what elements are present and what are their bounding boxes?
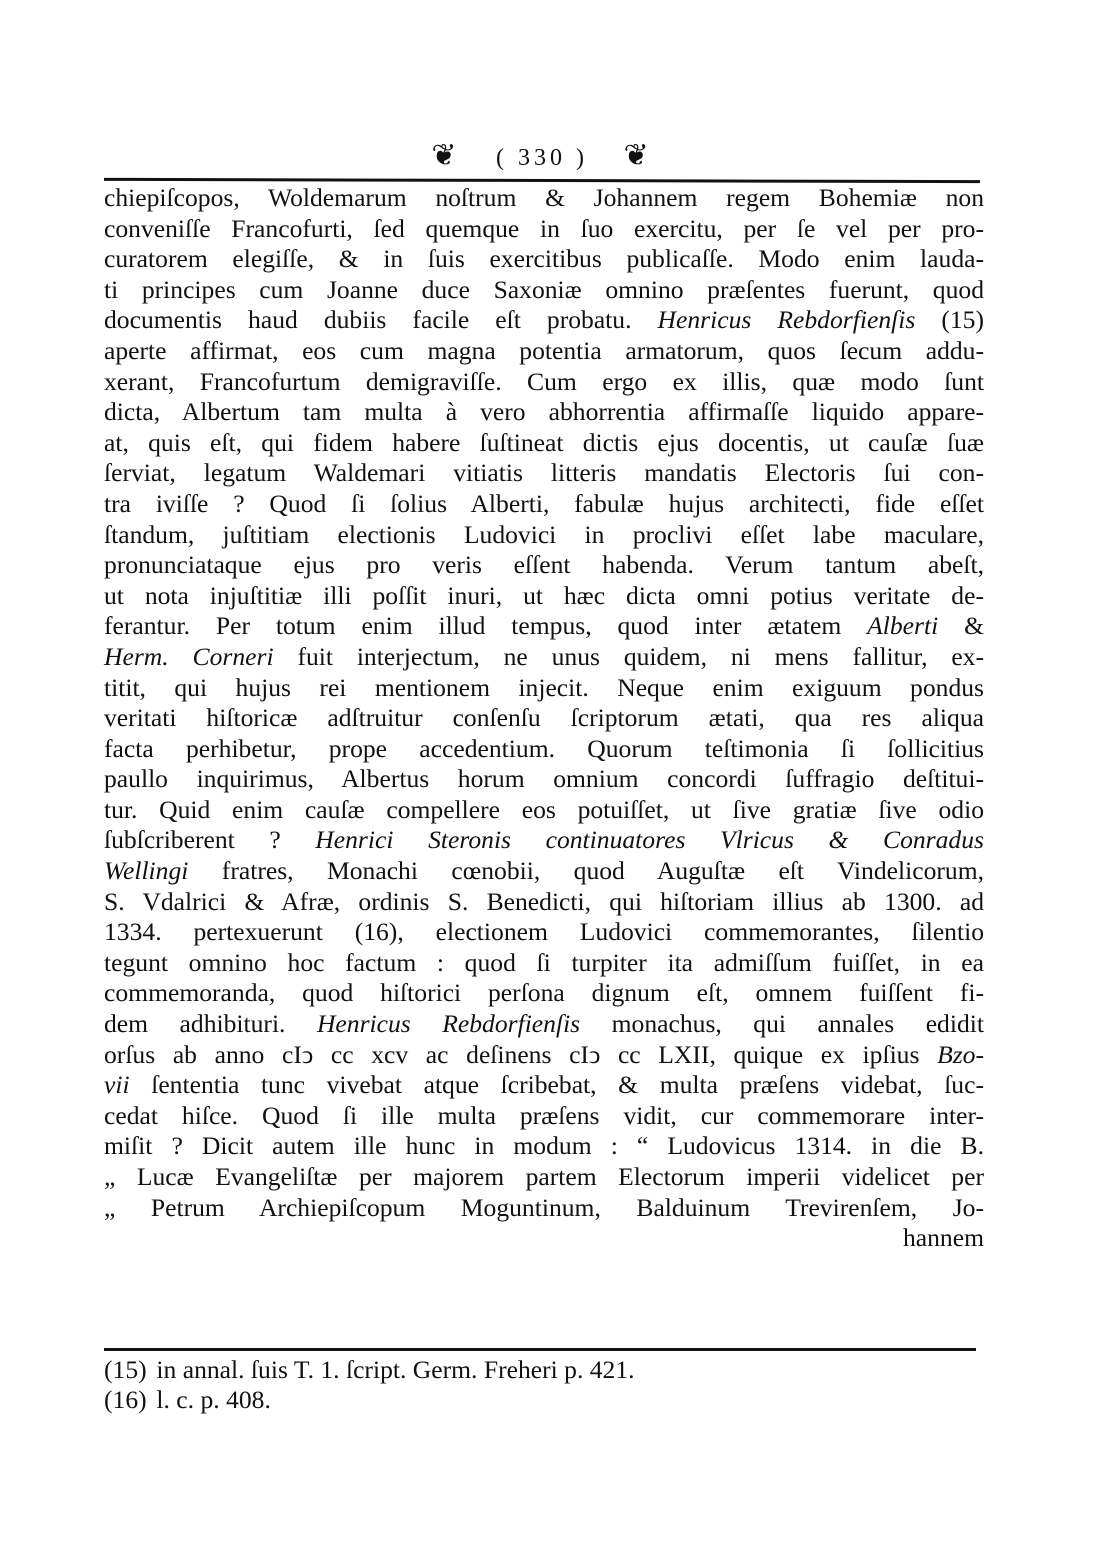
text-segment: pronunciataque ejus pro veris eſſent habenda. Verum tantum abeſt, bbox=[104, 550, 984, 580]
text-line bbox=[104, 428, 984, 459]
text-line bbox=[104, 917, 984, 948]
text-segment: „ Petrum Archiepiſcopum Moguntinum, Balduinum Trevirenſem, Jo- bbox=[104, 1192, 984, 1222]
text-segment: paullo inquirimus, Albertus horum omnium concordi ſuffragio deſtitui- bbox=[104, 764, 984, 794]
text-line bbox=[104, 520, 984, 551]
text-segment: documentis haud dubiis facile eſt probatu. bbox=[104, 305, 658, 335]
text-line bbox=[104, 458, 984, 489]
italic-segment: Bzo- bbox=[937, 1039, 984, 1069]
footnote-text: l. c. p. 408. bbox=[150, 1385, 271, 1414]
text-line bbox=[104, 764, 984, 795]
text-line bbox=[104, 1162, 984, 1193]
text-line bbox=[104, 183, 984, 214]
text-line bbox=[104, 275, 984, 306]
text-line bbox=[104, 581, 984, 612]
text-segment: dicta, Albertum tam multa à vero abhorrentia affirmaſſe liquido appare- bbox=[104, 397, 984, 427]
text-line bbox=[104, 734, 984, 765]
text-line bbox=[104, 856, 984, 887]
fleuron-right-icon: ❦ bbox=[623, 139, 653, 172]
text-line bbox=[104, 367, 984, 398]
text-segment: tegunt omnino hoc factum : quod ſi turpiter ita admiſſum fuiſſet, in ea bbox=[104, 947, 984, 977]
text-line bbox=[104, 887, 984, 918]
text-segment: ſententia tunc vivebat atque ſcribebat, & multa præſens videbat, ſuc- bbox=[129, 1070, 984, 1100]
italic-segment: Henricus Rebdorfienſis bbox=[657, 305, 916, 335]
text-segment: ferantur. Per totum enim illud tempus, quod inter ætatem bbox=[104, 611, 868, 641]
fleuron-left-icon: ❦ bbox=[431, 139, 461, 172]
text-line bbox=[104, 305, 984, 336]
text-segment: & bbox=[938, 611, 984, 641]
text-segment: fuit interjectum, ne unus quidem, ni mens fallitur, ex- bbox=[273, 641, 984, 671]
text-segment: tur. Quid enim cauſæ compellere eos potuiſſet, ut ſive gratiæ ſive odio bbox=[104, 794, 984, 824]
italic-segment: vii bbox=[104, 1070, 130, 1100]
text-line bbox=[104, 948, 984, 979]
text-segment: ſtandum, juſtitiam electionis Ludovici in proclivi eſſet labe maculare, bbox=[104, 519, 984, 549]
text-segment: „ Lucæ Evangeliſtæ per majorem partem Electorum imperii videlicet per bbox=[104, 1162, 984, 1191]
text-segment: commemoranda, quod hiſtorici perſona dignum eſt, omnem fuiſſent fi- bbox=[104, 978, 984, 1008]
text-segment: miſit ? Dicit autem ille hunc in modum : “ Ludovicus 1314. in die B. bbox=[104, 1131, 984, 1161]
footnote-number: (15) bbox=[104, 1355, 147, 1384]
text-segment: ſubſcriberent ? bbox=[104, 825, 316, 855]
catchword: hannem bbox=[902, 1223, 984, 1253]
footnotes bbox=[104, 1355, 904, 1415]
italic-segment: Henrici Steronis continuatores Vlricus & Conradus bbox=[315, 825, 984, 855]
text-line bbox=[104, 611, 984, 642]
text-segment: curatorem elegiſſe, & in ſuis exercitibus publicaſſe. Modo enim lauda- bbox=[104, 244, 984, 274]
text-segment: ſerviat, legatum Waldemari vitiatis litteris mandatis Electoris ſui con- bbox=[104, 458, 984, 488]
page-number: ( 330 ) bbox=[496, 145, 588, 171]
italic-segment: Henricus Rebdorfienſis bbox=[316, 1009, 581, 1039]
text-line bbox=[104, 795, 984, 826]
text-segment: xerant, Francofurtum demigraviſſe. Cum ergo ex illis, quæ modo ſunt bbox=[104, 366, 984, 396]
text-segment: (15) bbox=[915, 305, 984, 335]
text-segment: ut nota injuſtitiæ illi poſſit inuri, ut hæc dicta omni potius veritate de- bbox=[104, 580, 984, 610]
text-segment: S. Vdalrici & Afræ, ordinis S. Benedicti, qui hiſtoriam illius ab 1300. ad bbox=[104, 886, 984, 916]
text-segment: 1334. pertexuerunt (16), electionem Ludovici commemorantes, ſilentio bbox=[104, 917, 984, 947]
text-segment: tra iviſſe ? Quod ſi ſolius Alberti, fabulæ hujus architecti, fide eſſet bbox=[104, 488, 984, 518]
text-segment: titit, qui hujus rei mentionem injecit. Neque enim exiguum pondus bbox=[104, 672, 984, 702]
text-line bbox=[104, 1040, 984, 1071]
italic-segment: Herm. Corneri bbox=[104, 641, 274, 671]
text-segment: facta perhibetur, prope accedentium. Quorum teſtimonia ſi ſollicitius bbox=[104, 733, 984, 763]
text-line bbox=[104, 336, 984, 367]
text-line bbox=[104, 1101, 984, 1132]
text-segment: fratres, Monachi cœnobii, quod Auguſtæ eſt Vindelicorum, bbox=[188, 856, 984, 886]
text-line bbox=[104, 978, 984, 1009]
text-line bbox=[104, 550, 984, 581]
italic-segment: Alberti bbox=[867, 611, 939, 641]
text-line bbox=[104, 244, 984, 275]
text-segment: conveniſſe Francofurti, ſed quemque in ſuo exercitu, per ſe vel per pro- bbox=[104, 213, 984, 243]
text-line bbox=[104, 642, 984, 673]
footnote-text: in annal. ſuis T. 1. ſcript. Germ. Freheri p. 421. bbox=[150, 1355, 635, 1384]
text-line bbox=[104, 703, 984, 734]
italic-segment: Wellingi bbox=[104, 856, 189, 886]
text-segment: veritati hiſtoricæ adſtruitur conſenſu ſcriptorum ætati, qua res aliqua bbox=[104, 703, 984, 733]
text-segment: orſus ab anno cIↄ cc xcv ac deſinens cIↄ cc LXII, quique ex ipſius bbox=[104, 1039, 938, 1069]
body-text bbox=[104, 183, 984, 1254]
text-line bbox=[104, 1131, 984, 1162]
text-segment: monachus, qui annales edidit bbox=[580, 1009, 984, 1039]
text-line bbox=[104, 489, 984, 520]
footnote bbox=[104, 1385, 904, 1415]
running-header bbox=[100, 138, 984, 173]
footnote bbox=[104, 1355, 904, 1385]
footnote-number: (16) bbox=[104, 1385, 147, 1414]
text-line bbox=[104, 1009, 984, 1040]
text-line bbox=[104, 1070, 984, 1101]
footnote-rule bbox=[104, 1348, 976, 1351]
text-line bbox=[104, 825, 984, 856]
text-line bbox=[104, 673, 984, 704]
text-segment: dem adhibituri. bbox=[104, 1009, 317, 1039]
text-segment: ti principes cum Joanne duce Saxoniæ omnino præſentes fuerunt, quod bbox=[104, 274, 984, 304]
text-line bbox=[104, 1193, 984, 1224]
text-segment: chiepiſcopos, Woldemarum noſtrum & Johannem regem Bohemiæ non bbox=[104, 183, 984, 212]
text-segment: aperte affirmat, eos cum magna potentia armatorum, quos ſecum addu- bbox=[104, 335, 984, 365]
text-line bbox=[104, 397, 984, 428]
text-segment: cedat hiſce. Quod ſi ille multa præſens vidit, cur commemorare inter- bbox=[104, 1100, 984, 1130]
text-line bbox=[104, 214, 984, 245]
text-segment: at, quis eſt, qui fidem habere ſuſtineat dictis ejus docentis, ut cauſæ ſuæ bbox=[104, 427, 984, 457]
